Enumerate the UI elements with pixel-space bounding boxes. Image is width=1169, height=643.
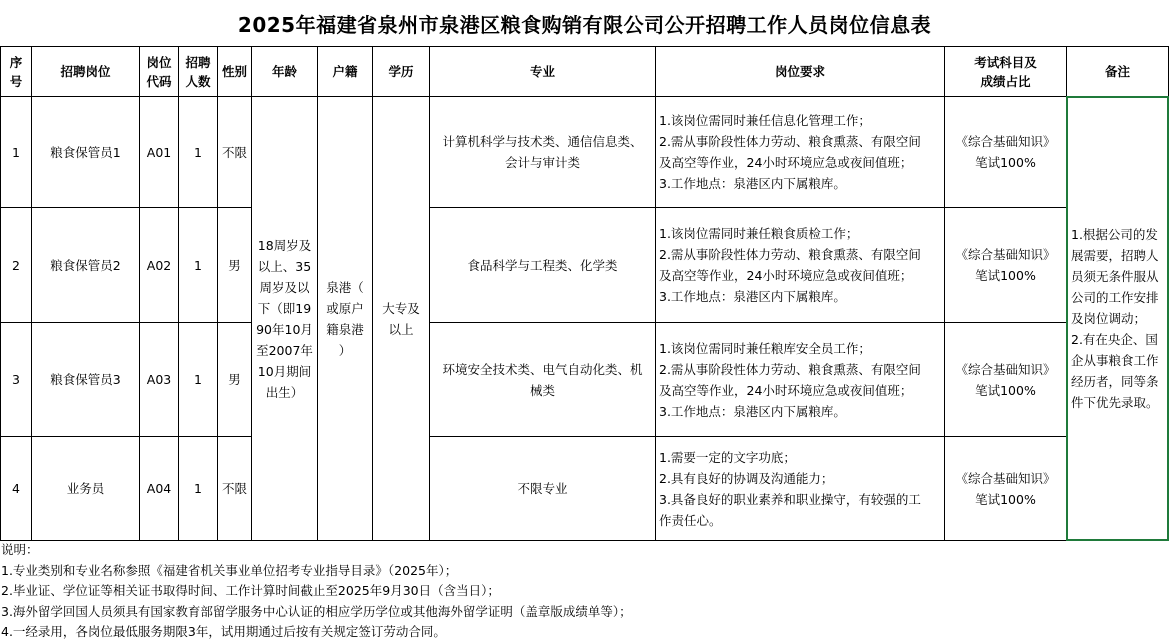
code-header: 岗位 代码 [139,46,179,97]
row-gender: 男 [217,207,252,323]
age-merged-cell: 18周岁及 以上、35 周岁及以 下（即19 90年10月 至2007年 10月期间 出生） [251,96,318,541]
row-seq: 3 [0,322,32,437]
row-exam: 《综合基础知识》 笔试100% [944,207,1067,323]
row-code: A04 [139,436,179,541]
hukou-merged-cell: 泉港（ 或原户 籍泉港 ） [317,96,373,541]
row-exam: 《综合基础知识》 笔试100% [944,322,1067,437]
row-position: 粮食保管员1 [31,96,140,208]
row-code: A03 [139,322,179,437]
count-header: 招聘 人数 [178,46,218,97]
major-header: 专业 [429,46,656,97]
row-position: 粮食保管员3 [31,322,140,437]
row-count: 1 [178,436,218,541]
row-position: 业务员 [31,436,140,541]
remarks-header: 备注 [1066,46,1169,97]
row-requirements: 1.需要一定的文字功底； 2.具有良好的协调及沟通能力； 3.具备良好的职业素养和职业操守，有较强的工 作责任心。 [655,436,945,541]
row-code: A01 [139,96,179,208]
row-requirements: 1.该岗位需同时兼任信息化管理工作； 2.需从事阶段性体力劳动、粮食熏蒸、有限空间 及高空等作业，24小时环境应急或夜间值班； 3.工作地点：泉港区内下属粮库。 [655,96,945,208]
row-position: 粮食保管员2 [31,207,140,323]
row-code: A02 [139,207,179,323]
row-seq: 2 [0,207,32,323]
note-item: 4.一经录用，各岗位最低服务期限3年，试用期通过后按有关规定签订劳动合同。 [1,624,446,639]
row-seq: 1 [0,96,32,208]
row-count: 1 [178,96,218,208]
row-major: 计算机科学与技术类、通信信息类、 会计与审计类 [429,96,656,208]
age-header: 年龄 [251,46,318,97]
row-exam: 《综合基础知识》 笔试100% [944,436,1067,541]
row-major: 食品科学与工程类、化学类 [429,207,656,323]
row-gender: 不限 [217,96,252,208]
notes-section [1,540,1161,643]
row-gender: 男 [217,322,252,437]
education-header: 学历 [372,46,430,97]
row-requirements: 1.该岗位需同时兼任粮库安全员工作； 2.需从事阶段性体力劳动、粮食熏蒸、有限空间 及高空等作业，24小时环境应急或夜间值班； 3.工作地点：泉港区内下属粮库。 [655,322,945,437]
hukou-header: 户籍 [317,46,373,97]
note-item: 3.海外留学回国人员须具有国家教育部留学服务中心认证的相应学历学位或其他海外留学证明（盖章版成绩单等）； [1,603,632,619]
note-item: 2.毕业证、学位证等相关证书取得时间、工作计算时间截止至2025年9月30日（含当日）； [1,583,500,598]
row-major: 不限专业 [429,436,656,541]
position-header: 招聘岗位 [31,46,140,97]
notes-heading: 说明： [1,542,39,557]
gender-header: 性别 [217,46,252,97]
row-count: 1 [178,322,218,437]
requirements-header: 岗位要求 [655,46,945,97]
exam-header: 考试科目及 成绩占比 [944,46,1067,97]
remarks-merged-cell: 1.根据公司的发 展需要，招聘人 员须无条件服从 公司的工作安排 及岗位调动； 2.有在央企、国 企从事粮食工作 经历者，同等条 件下优先录取。 [1066,96,1169,541]
seq-header: 序号 [0,46,32,97]
row-gender: 不限 [217,436,252,541]
row-exam: 《综合基础知识》 笔试100% [944,96,1067,208]
row-count: 1 [178,207,218,323]
note-item: 1.专业类别和专业名称参照《福建省机关事业单位招考专业指导目录》（2025年）； [1,562,458,578]
row-major: 环境安全技术类、电气自动化类、机 械类 [429,322,656,437]
page-title: 2025年福建省泉州市泉港区粮食购销有限公司公开招聘工作人员岗位信息表 [237,12,932,37]
row-seq: 4 [0,436,32,541]
education-merged-cell: 大专及 以上 [372,96,430,541]
row-requirements: 1.该岗位需同时兼任粮食质检工作； 2.需从事阶段性体力劳动、粮食熏蒸、有限空间 及高空等作业，24小时环境应急或夜间值班； 3.工作地点：泉港区内下属粮库。 [655,207,945,323]
